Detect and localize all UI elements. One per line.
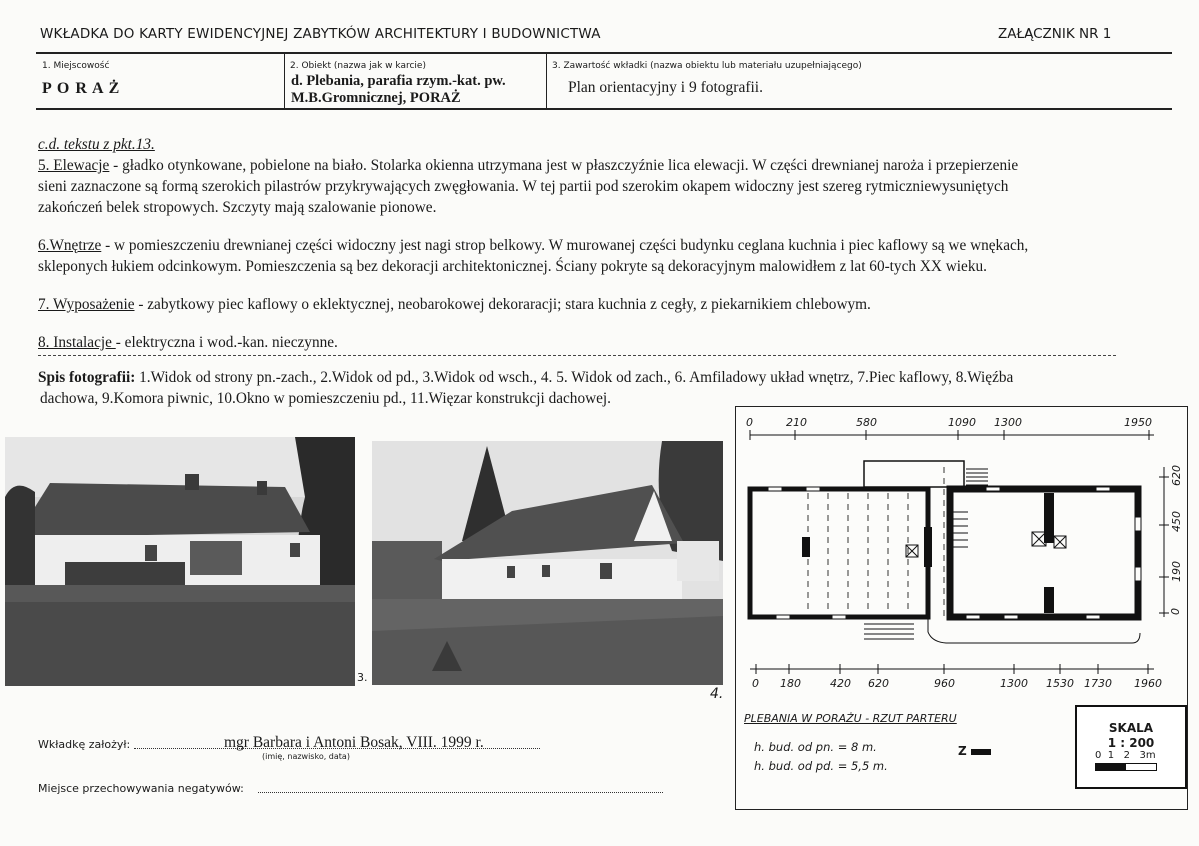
plan-bottom-tick-6: 1300	[1000, 677, 1028, 690]
photo-4-image	[372, 441, 723, 685]
section-8-line1: - elektryczna i wod.-kan. nieczynne.	[115, 334, 338, 351]
field-2-value-line2: M.B.Gromnicznej, PORAŻ	[291, 90, 461, 106]
scale-bar	[1095, 763, 1157, 771]
section-5-heading: 5. Elewacje	[38, 157, 110, 174]
plan-right-tick-2: 450	[1170, 511, 1183, 532]
founded-by-hint: (imię, nazwisko, data)	[262, 752, 350, 761]
section-6-line2: skleponych łukiem odcinkowym. Pomieszczenia są bez dekoracji architektonicznej. Ściany pokryte są dekoracyjnym malowidłem z lat 60-tych XX wieku.	[38, 258, 987, 275]
field-divider-2	[546, 54, 547, 108]
plan-top-tick-6: 1950	[1124, 416, 1152, 429]
card-title: WKŁADKA DO KARTY EWIDENCYJNEJ ZABYTKÓW ARCHITEKTURY I BUDOWNICTWA	[40, 26, 601, 42]
plan-caption: PLEBANIA W PORAŻU - RZUT PARTERU	[744, 712, 957, 725]
plan-top-tick-1: 0	[746, 416, 753, 429]
text-body	[38, 134, 1120, 353]
dashed-separator	[38, 355, 1116, 356]
plan-bottom-tick-4: 620	[868, 677, 889, 690]
field-1-value: P O R A Ż	[42, 80, 121, 97]
plan-right-tick-3: 190	[1170, 561, 1183, 582]
founded-by-value: mgr Barbara i Antoni Bosak, VIII. 1999 r.	[224, 734, 484, 751]
plan-bottom-tick-2: 180	[780, 677, 801, 690]
field-2-label: 2. Obiekt (nazwa jak w karcie)	[290, 61, 426, 71]
photo-4	[372, 441, 723, 685]
section-6-heading: 6.Wnętrze	[38, 237, 102, 254]
section-7-heading: 7. Wyposażenie	[38, 296, 135, 313]
photo-list-line2: dachowa, 9.Komora piwnic, 10.Okno w pomieszczeniu pd., 11.Więzar konstrukcji dachowej.	[40, 390, 612, 407]
scale-box	[1075, 705, 1187, 789]
field-2-value-line1: d. Plebania, parafia rzym.-kat. pw.	[291, 73, 506, 89]
photo-list-heading: Spis fotografii:	[38, 369, 136, 386]
plan-bottom-tick-7: 1530	[1046, 677, 1074, 690]
plan-bottom-tick-1: 0	[752, 677, 759, 690]
negatives-storage-line	[258, 792, 663, 793]
plan-top-tick-3: 580	[856, 416, 877, 429]
plan-note-south-height: h. bud. od pd. = 5,5 m.	[754, 759, 888, 773]
plan-top-tick-5: 1300	[994, 416, 1022, 429]
plan-top-tick-4: 1090	[948, 416, 976, 429]
photo-list	[38, 367, 1120, 409]
founded-by-label: Wkładkę założył:	[38, 738, 131, 751]
field-divider-1	[284, 54, 285, 108]
section-5-line2: sieni zaznaczone są formą szerokich pilastrów przykrywających zwęgłowania. W tej partii pod szerokim okapem widoczny jest szereg rytmiczniewysuniętych	[38, 178, 1009, 195]
section-5-line1: - gładko otynkowane, pobielone na biało. Stolarka okienna utrzymana jest w płaszczyźnie lica elewacji. W części drewnianej naroża i przepierzenie	[109, 157, 1019, 174]
section-7-line1: - zabytkowy piec kaflowy o eklektycznej, neobarokowej dekoraracji; stara kuchnia z cegły, z piekarnikiem chlebowym.	[134, 296, 871, 313]
plan-top-tick-2: 210	[786, 416, 807, 429]
plan-bottom-tick-5: 960	[934, 677, 955, 690]
field-3-value: Plan orientacyjny i 9 fotografii.	[568, 79, 763, 96]
scale-title: SKALA	[1108, 721, 1154, 735]
scale-numbers: 0 1 2 3m	[1095, 750, 1156, 761]
photo-3	[5, 437, 355, 686]
continuation-heading: c.d. tekstu z pkt.13.	[38, 136, 155, 153]
field-3-label: 3. Zawartość wkładki (nazwa obiektu lub materiału uzupełniającego)	[552, 61, 862, 71]
photo-list-line1: 1.Widok od strony pn.-zach., 2.Widok od pd., 3.Widok od wsch., 4. 5. Widok od zach., 6. Amfiladowy układ wnętrz, 7.Piec kaflowy, 8.Więźba	[135, 369, 1014, 386]
attachment-number: ZAŁĄCZNIK NR 1	[998, 26, 1112, 42]
section-5-line3: zakończeń belek stropowych. Szczyty mają szalowanie pionowe.	[38, 199, 437, 216]
header-rule-bottom	[36, 108, 1172, 110]
section-8-heading: 8. Instalacje	[38, 334, 116, 351]
plan-bottom-tick-8: 1730	[1084, 677, 1112, 690]
scale-ratio: 1 : 200	[1107, 736, 1155, 750]
photo-3-image	[5, 437, 355, 686]
plan-bottom-tick-3: 420	[830, 677, 851, 690]
photo-3-number: 3.	[357, 671, 368, 684]
header-rule-top	[36, 52, 1172, 54]
field-1-label: 1. Miejscowość	[42, 61, 110, 71]
plan-note-north-height: h. bud. od pn. = 8 m.	[754, 740, 877, 754]
plan-north-label: Z	[958, 744, 967, 758]
plan-right-tick-1: 620	[1170, 465, 1183, 486]
plan-bottom-tick-9: 1960	[1134, 677, 1162, 690]
section-6-line1: - w pomieszczeniu drewnianej części widoczny jest nagi strop belkowy. W murowanej części budynku ceglana kuchnia i piec kaflowy są we wnękach,	[101, 237, 1029, 254]
photo-4-number: 4.	[710, 686, 724, 702]
negatives-storage-label: Miejsce przechowywania negatywów:	[38, 782, 244, 795]
plan-right-tick-4: 0	[1169, 608, 1182, 615]
